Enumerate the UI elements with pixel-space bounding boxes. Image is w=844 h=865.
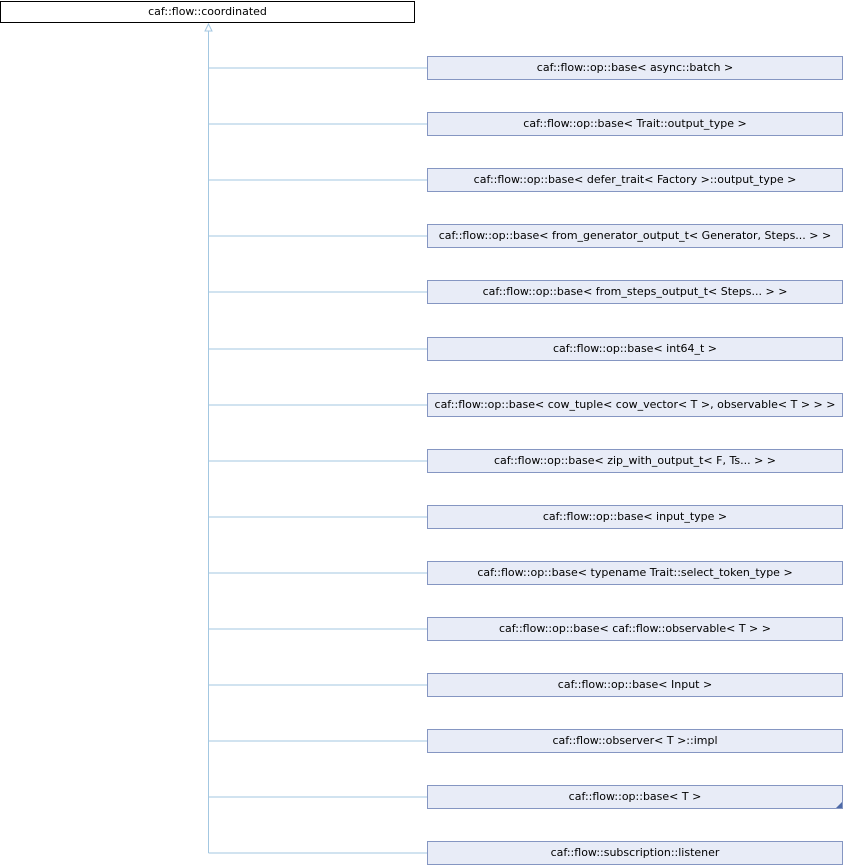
derived-class-label: caf::flow::op::base< int64_t > — [552, 342, 718, 355]
derived-class-label: caf::flow::op::base< T > — [568, 790, 702, 803]
derived-class-label: caf::flow::op::base< input_type > — [542, 510, 728, 523]
derived-class-node[interactable] — [427, 112, 843, 136]
derived-class-label: caf::flow::op::base< caf::flow::observable< T > > — [498, 622, 771, 635]
derived-class-node[interactable] — [427, 224, 843, 248]
derived-class-label: caf::flow::op::base< async::batch > — [536, 61, 734, 74]
derived-class-node[interactable] — [427, 56, 843, 80]
derived-class-node[interactable] — [427, 561, 843, 585]
derived-class-node[interactable] — [427, 673, 843, 697]
derived-class-label: caf::flow::subscription::listener — [550, 846, 720, 859]
derived-class-node[interactable] — [427, 841, 843, 865]
derived-class-label: caf::flow::op::base< typename Trait::select_token_type > — [477, 566, 793, 579]
derived-class-label: caf::flow::op::base< defer_trait< Factory >::output_type > — [473, 173, 797, 186]
derived-class-label: caf::flow::op::base< Trait::output_type > — [523, 117, 747, 130]
root-class-node[interactable]: caf::flow::coordinated — [0, 1, 415, 23]
derived-class-label: caf::flow::op::base< Input > — [557, 678, 713, 691]
derived-class-label: caf::flow::op::base< cow_tuple< cow_vector< T >, observable< T > > > — [434, 398, 836, 411]
derived-class-node[interactable] — [427, 168, 843, 192]
derived-class-label: caf::flow::op::base< from_steps_output_t< Steps... > > — [482, 285, 788, 298]
derived-class-node[interactable] — [427, 729, 843, 753]
more-subclasses-marker — [836, 802, 842, 808]
derived-class-node[interactable] — [427, 337, 843, 361]
derived-class-node[interactable] — [427, 449, 843, 473]
derived-class-label: caf::flow::op::base< zip_with_output_t< F, Ts... > > — [493, 454, 777, 467]
derived-class-node[interactable] — [427, 280, 843, 304]
derived-class-node[interactable] — [427, 505, 843, 529]
derived-class-node[interactable] — [427, 617, 843, 641]
derived-class-label: caf::flow::observer< T >::impl — [552, 734, 718, 747]
inheritance-arrowhead — [205, 24, 212, 31]
derived-class-node[interactable] — [427, 785, 843, 809]
derived-class-label: caf::flow::op::base< from_generator_output_t< Generator, Steps... > > — [438, 229, 832, 242]
derived-class-node[interactable] — [427, 393, 843, 417]
